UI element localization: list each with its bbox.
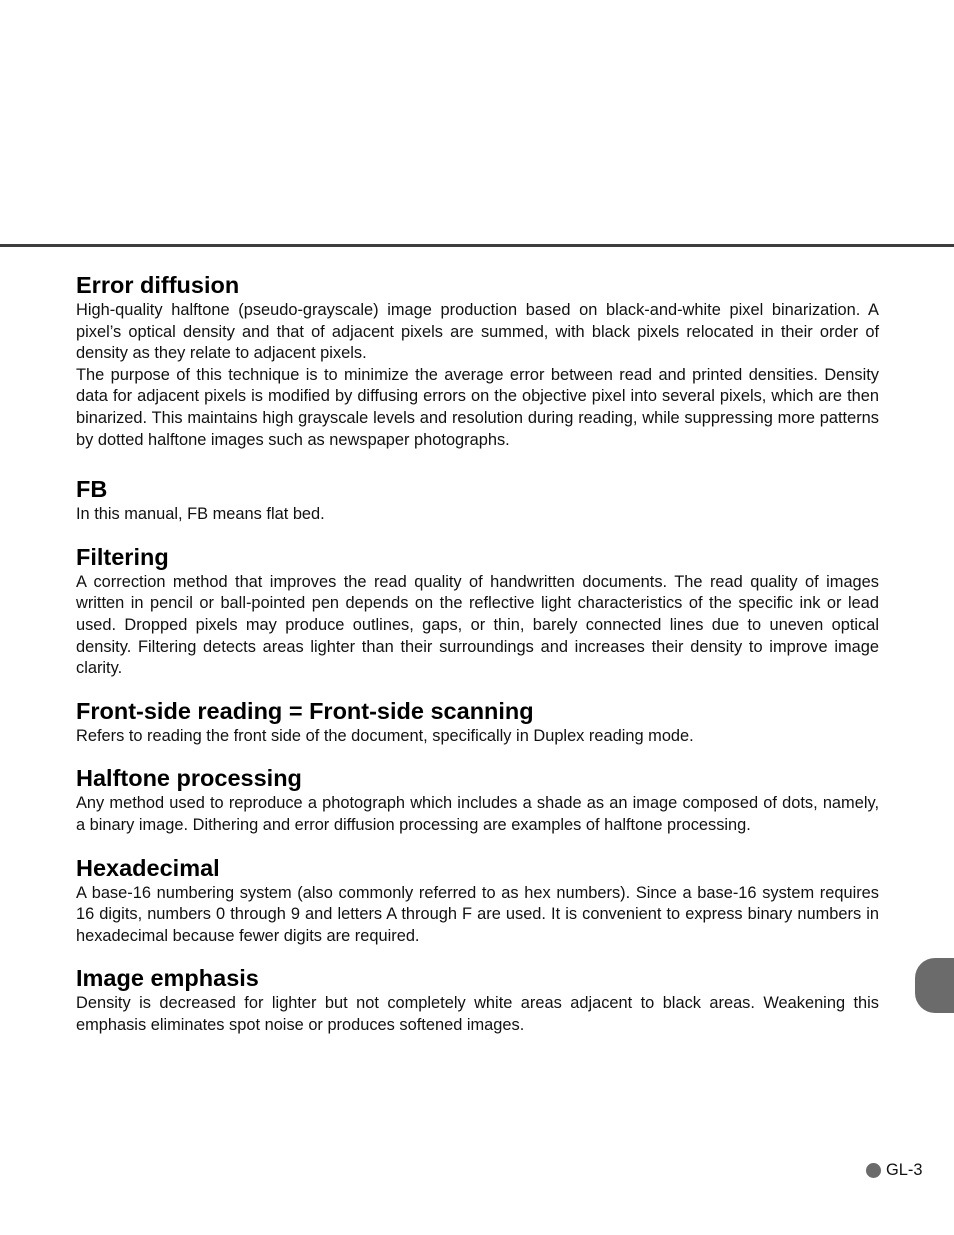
entry-body [76, 572, 879, 680]
entry-term: Error diffusion [76, 272, 240, 298]
glossary-entry-error-diffusion [76, 270, 879, 451]
glossary-entry-filtering [76, 542, 879, 680]
entry-term: Filtering [76, 543, 169, 570]
entry-paragraph: Density is decreased for lighter but not completely white areas adjacent to black areas. Weakening this emphasis eliminates spot noise or produces softened images. [76, 994, 879, 1034]
glossary-entry-front-side-reading [76, 696, 879, 748]
entry-paragraph: High-quality halftone (pseudo-grayscale) image production based on black-and-white pixel binarization. A pixel’s optical density and that of adjacent pixels are summed, with black pixels relocated in their order of density as they relate to adjacent pixels. [76, 301, 879, 363]
header-rule [0, 244, 954, 247]
entry-body [76, 993, 879, 1036]
entry-term: Image emphasis [76, 965, 259, 992]
entry-term: Halftone processing [76, 765, 302, 792]
entry-term: Hexadecimal [76, 854, 220, 881]
bullet-dot-icon [866, 1163, 881, 1178]
glossary-entry-hexadecimal [76, 853, 879, 948]
entry-body [76, 883, 879, 948]
entry-paragraph: Refers to reading the front side of the document, specifically in Duplex reading mode. [76, 726, 694, 745]
entry-paragraph: In this manual, FB means flat bed. [76, 505, 325, 524]
glossary-entry-image-emphasis [76, 963, 879, 1036]
entry-body [76, 504, 879, 526]
entry-body [76, 300, 879, 451]
glossary-entry-fb [76, 474, 879, 526]
glossary-entry-halftone-processing [76, 763, 879, 836]
page-number [866, 1159, 922, 1181]
entry-body [76, 793, 879, 836]
entry-term: Front-side reading = Front-side scanning [76, 697, 534, 724]
glossary-content [76, 270, 879, 1036]
entry-body [76, 726, 879, 748]
entry-paragraph: A correction method that improves the read quality of handwritten documents. The read quality of images written in pencil or ball-pointed pen depends on the reflective light characteristics of the specific ink or lead used. Dropped pixels may produce outlines, gaps, or thin, barely connected lines due to uneven optical density. Filtering detects areas lighter than their surroundings and increases their density to improve image clarity. [76, 572, 879, 678]
entry-paragraph: A base-16 numbering system (also commonly referred to as hex numbers). Since a base-16 system requires 16 digits, numbers 0 through 9 and letters A through F are used. It is convenient to express binary numbers in hexadecimal because fewer digits are required. [76, 883, 879, 945]
entry-paragraph: Any method used to reproduce a photograph which includes a shade as an image composed of dots, namely, a binary image. Dithering and error diffusion processing are examples of halftone processing. [76, 794, 879, 834]
chapter-tab [915, 958, 954, 1013]
entry-term: FB [76, 476, 108, 503]
entry-paragraph: The purpose of this technique is to minimize the average error between read and printed densities. Density data for adjacent pixels is modified by diffusing errors on the objective pixel into several pixels, which are then binarized. This maintains high grayscale levels and resolution during reading, while suppressing more patterns by dotted halftone images such as newspaper photographs. [76, 365, 879, 449]
page-number-label: GL-3 [886, 1160, 923, 1179]
